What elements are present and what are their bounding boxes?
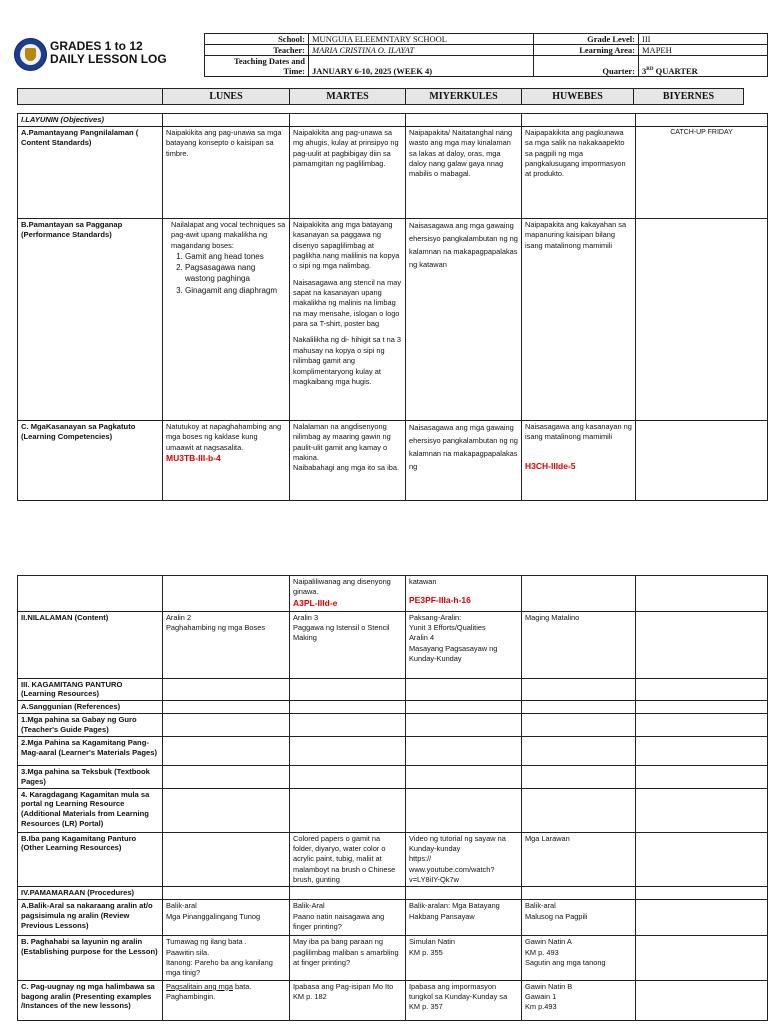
quarter-number: 3 [642,66,647,76]
purpose-label: B. Paghahabi sa layunin ng aralin (Establishing purpose for the Lesson) [18,936,163,980]
competencies-martes-1: Nalalaman na angdisenyong nilimbag ay maaring gawin ng paulit-ulit gamit ang kamay o makina. [293,421,391,462]
day-lunes: LUNES [163,89,290,105]
dates-label-line1: Teaching Dates and [233,56,305,66]
content-lunes [163,611,290,678]
content-lunes-1: Aralin 2 [166,612,192,622]
examples-huwebes-3: Km p.493 [525,1002,557,1012]
title-line-1: GRADES 1 to 12 [50,39,143,53]
review-martes-1: Balik-Aral [293,901,325,911]
other-resources-miyerkules [406,832,522,887]
content-miyerkules-2: Yunit 3 Efforts/Qualities [409,622,486,632]
day-huwebes: HUWEBES [522,89,634,105]
review-miyerkules [406,900,522,936]
purpose-lunes-1: Tumawag ng ilang bata . [166,937,247,947]
day-martes: MARTES [290,89,406,105]
day-header-table [17,88,744,105]
dates-label-line2: Time: [283,66,305,76]
content-miyerkules-4: Masayang Pagsasayaw ng Kunday-Kunday [409,643,498,664]
other-resources-label: B.Iba pang Kagamitang Panturo (Other Learning Resources) [18,832,163,887]
other-resources-miyerkules-3: www.youtube.com/watch? [409,864,495,874]
competencies-martes-2: Naibabahagi ang mga ito sa iba. [293,463,400,473]
purpose-lunes-2: Paawitin sila. [166,947,210,957]
examples-lunes [163,980,290,1020]
quarter-label: Quarter: [534,56,639,77]
competencies-huwebes-code: H3CH-IIIde-5 [525,460,576,471]
content-standards-martes: Naipakikita ang pag-unawa sa mg ahugis, kulay at prinsipyo ng pag-uulit at pagbibigay diin sa pamamgitan ng paglilimbag. [290,126,406,218]
purpose-huwebes [522,936,636,980]
review-lunes-2: Mga Pinanggalingang Tunog [166,911,261,921]
performance-standards-huwebes: Naipapakita ang kakayahan sa mapanuring kaisipan bilang isang matalinong mamimili [522,218,636,420]
competencies-lunes-text: Natutukoy at napaghahambing ang mga boses ng kaklase kung umaawit at nagsasalita. [166,421,282,452]
review-miyerkules-2: Hakbang Pansayaw [409,911,475,921]
content-huwebes: Maging Matalino [522,611,636,678]
school-value: MUNGUIA ELEEMNTARY SCHOOL [309,34,534,45]
teacher-label: Teacher: [205,45,309,56]
day-header-blank [18,89,163,105]
objectives-table [17,113,768,501]
competencies-lunes-code: MU3TB-III-b-4 [166,452,221,463]
deped-seal-logo [14,38,47,71]
examples-label: C. Pag-uugnay ng mga halimbawa sa bagong aralin (Presenting examples /Instances of the new lessons) [18,980,163,1020]
quarter-text: QUARTER [653,66,698,76]
area-label: Learning Area: [534,45,639,56]
review-huwebes-2: Malusog na Pagpili [525,911,588,921]
textbook-pages-label: 3.Mga pahina sa Teksbuk (Textbook Pages) [18,765,163,788]
performance-martes-2: Naisasagawa ang stencil na may sapat na kasanayan upang makalikha ng malinis na limbag na may mensahe, islogan o logo para sa T-shirt, poster bag [293,277,402,329]
review-martes-2: Paano natin naisagawa ang finger printing? [293,911,385,931]
performance-standards-martes [290,218,406,420]
title-line-2: DAILY LESSON LOG [50,52,167,66]
other-resources-miyerkules-1: Video ng tutorial ng sayaw na Kunday-kunday [409,833,506,853]
area-value: MAPEH [639,45,768,56]
lm-pages-label: 2.Mga Pahina sa Kagamitang Pang-Mag-aaral (Learner's Materials Pages) [18,736,163,765]
review-huwebes-1: Balik-aral [525,901,556,911]
performance-lunes-item: 2. Pagsasagawa nang wastong paghinga [185,262,286,284]
review-lunes-1: Balik-aral [166,901,197,911]
performance-martes-3: Nakalilikha ng di- hihigit sa t na 3 mahusay na kopya o sipi ng nilimbag gamit ang komplimentaryong kulay at magkaibang mga hugis. [293,335,402,386]
content-standards-miyerkules: Naipapakita/ Naitatanghal nang wasto ang mga may kinalaman sa lakas at daloy, oras, mga daloy nang galaw gaya nnag mabilis o mabagal. [406,126,522,218]
content-procedures-table [17,575,768,1021]
tg-pages-label: 1.Mga pahina sa Gabay ng Guro (Teacher's Guide Pages) [18,714,163,737]
examples-martes [290,980,406,1020]
continuation-miyerkules-text: katawan [409,577,437,586]
content-miyerkules-1: Paksang-Aralin: [409,612,462,622]
competencies-lunes [163,420,290,500]
purpose-miyerkules [406,936,522,980]
performance-lunes-intro: Nailalapat ang vocal techniques sa pag-awit upang makalikha ng magandang boses: [171,219,286,250]
review-martes [290,900,406,936]
other-resources-martes: Colored papers o gamit na folder, diyaryo, water color o acrylic paint, tubig, maliit at malamboyt na brush o Chinese brush, gunting [290,832,406,887]
content-standards-huwebes: Naipapakikita ang pagkunawa sa mga salik na nakakaapekto sa pagpili ng mga pangkalusugang impormasyon at produkto. [522,126,636,218]
examples-huwebes-2: Gawain 1 [525,992,557,1002]
continuation-martes-code: A3PL-IIId-e [293,597,338,608]
purpose-martes: May iba pa bang paraan ng paglilimbag maliban s amarbling at finger printing? [290,936,406,980]
performance-lunes-item: 1. Gamit ang head tones [185,251,286,262]
lr-portal-label: 4. Karagdagang Kagamitan mula sa portal ng Learning Resource (Additional Materials from Learning Resources (LR) Portal) [18,788,163,832]
grade-value: III [639,34,768,45]
competencies-huwebes [522,420,636,500]
grade-label: Grade Level: [534,34,639,45]
purpose-huwebes-3: Sagutin ang mga tanong [525,958,606,967]
purpose-lunes [163,936,290,980]
examples-huwebes [522,980,636,1020]
examples-lunes-2: Paghambingin. [166,992,216,1002]
content-martes [290,611,406,678]
purpose-lunes-3: Itanong: Pareho ba ang kanilang mga tinig? [166,958,273,978]
competencies-huwebes-text: Naisasagawa ang kasanayan ng isang matalinong mamimili [525,421,632,442]
teacher-value: MARIA CRISTINA O. ILAYAT [309,45,534,56]
continuation-miyerkules-code: PE3PF-IIIa-h-16 [409,595,471,606]
dates-value: JANUARY 6-10, 2025 (WEEK 4) [309,56,534,77]
header-info-table [204,33,768,77]
performance-standards-label: B.Pamantayan sa Pagganap (Performance Standards) [18,218,163,420]
performance-standards-miyerkules: Naisasagawa ang mga gawaing ehersisyo pangkalambutan ng ng kalamnan na makapagpapalakas ng katawan [406,218,522,420]
continuation-martes-text: Naipaliliwanag ang disenyong ginawa. [293,577,391,597]
content-label: II.NILALAMAN (Content) [18,611,163,678]
content-standards-lunes: Naipakikita ang pag-unawa sa mga batayang konsepto o kaisipan sa timbre. [163,126,290,218]
continuation-martes [290,576,406,612]
dates-label [205,56,309,77]
examples-lunes-1a: Pagsalitain ang mga [166,981,233,991]
other-resources-miyerkules-2: https:// [409,854,432,864]
content-standards-label: A.Pamantayang Pangnilalaman ( Content Standards) [18,126,163,218]
examples-miyerkules: Ipabasa ang impormasyon tungkol sa Kunday-Kunday sa KM p. 357 [406,980,522,1020]
content-martes-2: Paggawa ng Istensil o Stencil Making [293,622,390,643]
examples-martes-2: KM p. 182 [293,992,327,1002]
day-biyernes: BIYERNES [634,89,744,105]
competencies-martes [290,420,406,500]
competencies-miyerkules: Naisasagawa ang mga gawaing ehersisyo pangkalambutan ng ng kalamnan na makapagpapalakas ng [406,420,522,500]
other-resources-miyerkules-4: v=LY8iIY-Qk7w [409,875,459,885]
competencies-label: C. MgaKasanayan sa Pagkatuto (Learning Competencies) [18,420,163,500]
content-martes-1: Aralin 3 [293,612,319,622]
examples-martes-1: Ipabasa ang Pag-isipan Mo Ito [293,981,394,991]
performance-martes-1: Naipakikita ang mga batayang kasanayan sa paggawa ng disenyo sapaglilimbag at paglikha nang malilinis na kopya o sipi ng mga nalimbag. [293,219,400,271]
references-label: A.Sanggunian (References) [18,701,163,714]
purpose-huwebes-1: Gawin Natin A [525,937,572,947]
review-label: A.Balik-Aral sa nakaraang aralin at/o pagsisimula ng aralin (Review Previous Lessons) [18,900,163,936]
other-resources-huwebes: Mga Larawan [522,832,636,887]
performance-standards-lunes [163,218,290,420]
objectives-label: I.LAYUNIN (Objectives) [18,114,163,127]
performance-lunes-item: 3. Ginagamit ang diaphragm [185,285,286,296]
page-title [50,40,167,66]
purpose-miyerkules-2: KM p. 355 [409,947,443,957]
review-huwebes [522,900,636,936]
procedures-label: IV.PAMAMARAAN (Procedures) [18,887,163,900]
examples-lunes-1b: bata. [232,981,252,991]
content-miyerkules [406,611,522,678]
school-label: School: [205,34,309,45]
review-miyerkules-1: Balik-aralan: Mga Batayang [409,901,500,911]
purpose-miyerkules-1: Simulan Natin [409,937,456,947]
continuation-miyerkules [406,576,522,612]
content-standards-biyernes: CATCH-UP FRIDAY [636,126,768,218]
purpose-huwebes-2: KM p. 493 [525,947,559,957]
day-miyerkules: MIYERKULES [406,89,522,105]
review-lunes [163,900,290,936]
examples-huwebes-1: Gawin Natin B [525,981,573,991]
resources-label: III. KAGAMITANG PANTURO (Learning Resources) [18,678,163,701]
content-miyerkules-3: Aralin 4 [409,633,435,643]
content-lunes-2: Paghahambing ng mga Boses [166,622,266,632]
quarter-value [639,56,768,77]
quarter-suffix: RD [646,67,654,73]
